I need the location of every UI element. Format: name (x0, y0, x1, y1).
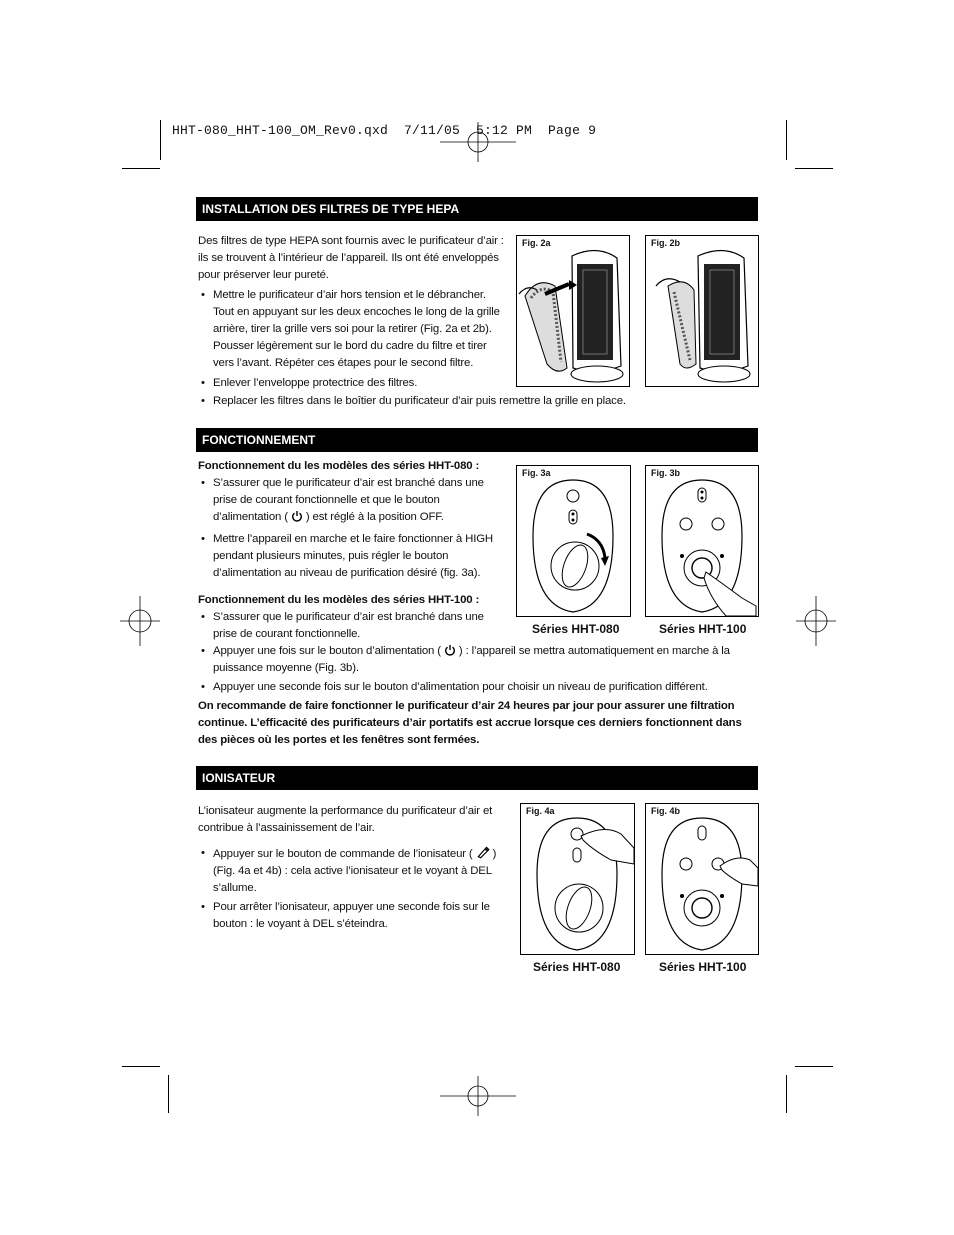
hepa-bullet-wide (198, 393, 758, 410)
figure-4b (645, 803, 759, 955)
operation-bullet: • Mettre l’appareil en marche et le faire fonctionner à HIGH pendant plusieurs minutes, puis régler le bouton d’alimentation au niveau de purification désiré (fig. 3a). (198, 531, 508, 582)
operation-bullet: • S’assurer que le purificateur d’air est branché dans une prise de courant fonctionnelle. (198, 609, 508, 643)
control-panel-hht080 (521, 804, 634, 954)
crop-mark (786, 1075, 787, 1113)
bullet-text: S’assurer que le purificateur d’air est branché dans une prise de courant fonctionnelle et que le bouton d’alimentation ( (213, 477, 484, 523)
subheading-hht100: Fonctionnement du les modèles des séries HHT-100 : (198, 594, 480, 606)
figure-caption: Fig. 3b (651, 468, 680, 478)
figure-3a (516, 465, 631, 617)
figure-2b (645, 235, 759, 387)
crop-mark (122, 1066, 160, 1067)
figure-caption: Fig. 4b (651, 806, 680, 816)
hepa-text (198, 233, 508, 392)
figure-caption: Fig. 3a (522, 468, 551, 478)
figure-caption: Fig. 4a (526, 806, 555, 816)
hepa-bullet: • Replacer les filtres dans le boîtier du purificateur d’air puis remettre la grille en place. (198, 393, 758, 410)
crop-mark (160, 120, 161, 160)
series-label-hht100: Séries HHT-100 (659, 622, 747, 636)
ionizer-icon (476, 845, 490, 859)
operation-text (198, 458, 508, 643)
series-label-hht080: Séries HHT-080 (532, 622, 620, 636)
operation-text-wide (198, 643, 758, 749)
section-header-fonctionnement: FONCTIONNEMENT (196, 428, 758, 452)
hepa-intro: Des filtres de type HEPA sont fournis avec le purificateur d’air : ils se trouvent à l’intérieur de l’appareil. Ils ont été enveloppés pour préserver leur pureté. (198, 235, 504, 281)
crop-mark (122, 168, 160, 169)
bullet-text: ) est réglé à la position OFF. (305, 511, 444, 523)
power-icon (444, 644, 456, 656)
control-panel-hht100 (646, 804, 758, 954)
file-slug: HHT-080_HHT-100_OM_Rev0.qxd 7/11/05 5:12 PM Page 9 (172, 123, 597, 138)
series-label-hht100: Séries HHT-100 (659, 960, 747, 974)
crop-mark (786, 120, 787, 160)
ionizer-bullet: • Pour arrêter l’ionisateur, appuyer une seconde fois sur le bouton : le voyant à DEL s’éteindra. (198, 899, 516, 933)
figure-caption: Fig. 2b (651, 238, 680, 248)
power-icon (291, 510, 303, 522)
control-panel-hht080 (517, 466, 630, 616)
registration-mark-icon (440, 1076, 516, 1116)
crop-mark (168, 1075, 169, 1113)
bullet-text: Appuyer sur le bouton de commande de l’ionisateur ( (213, 848, 473, 860)
subheading-hht080: Fonctionnement du les modèles des séries HHT-080 : (198, 460, 480, 472)
bullet-text: Appuyer une fois sur le bouton d’alimentation ( (213, 645, 441, 657)
section-header-ionisateur: IONISATEUR (196, 766, 758, 790)
control-panel-hht100 (646, 466, 758, 616)
bullet-text: ) (492, 848, 497, 860)
registration-mark-icon (440, 122, 516, 162)
crop-mark (795, 1066, 833, 1067)
hepa-bullet: • Enlever l’enveloppe protectrice des filtres. (198, 375, 508, 392)
ionizer-text (198, 803, 516, 933)
operation-note: On recommande de faire fonctionner le purificateur d’air 24 heures par jour pour assurer une filtration continue. L’efficacité des purificateurs d’air portatifs est accrue lorsque ces derniers fonctionnent dans des pièces où les portes et les fenêtres sont fermées. (198, 700, 742, 746)
operation-bullet: • Appuyer une seconde fois sur le bouton d’alimentation pour choisir un niveau de purification différent. (198, 679, 758, 696)
hepa-bullet: • Mettre le purificateur d’air hors tension et le débrancher. Tout en appuyant sur les deux encoches le long de la grille arrière, tirer la grille vers soi pour la retirer (Fig. 2a et 2b). Pousser légèrement sur le bord du cadre du filtre et tirer vers l’avant. Répéter ces étapes pour le second filtre. (198, 287, 508, 372)
bullet-text: (Fig. 4a et 4b) : cela active l’ionisateur et le voyant à DEL s’allume. (213, 865, 492, 894)
figure-4a (520, 803, 635, 955)
figure-2a (516, 235, 630, 387)
crop-mark (795, 168, 833, 169)
operation-bullet (198, 475, 508, 526)
section-header-hepa: INSTALLATION DES FILTRES DE TYPE HEPA (196, 197, 758, 221)
filter-removal-illustration (646, 236, 758, 386)
figure-caption: Fig. 2a (522, 238, 551, 248)
filter-removal-illustration (517, 236, 629, 386)
series-label-hht080: Séries HHT-080 (533, 960, 621, 974)
operation-bullet (198, 643, 758, 677)
registration-mark-icon (120, 596, 160, 646)
ionizer-intro: L’ionisateur augmente la performance du purificateur d’air et contribue à l’assainissement de l’air. (198, 805, 493, 834)
ionizer-bullet (198, 845, 516, 897)
bullet-text: ) : l’appareil se mettra automatiquement en marche à la puissance moyenne (Fig. 3b). (213, 645, 730, 674)
figure-3b (645, 465, 759, 617)
registration-mark-icon (796, 596, 836, 646)
